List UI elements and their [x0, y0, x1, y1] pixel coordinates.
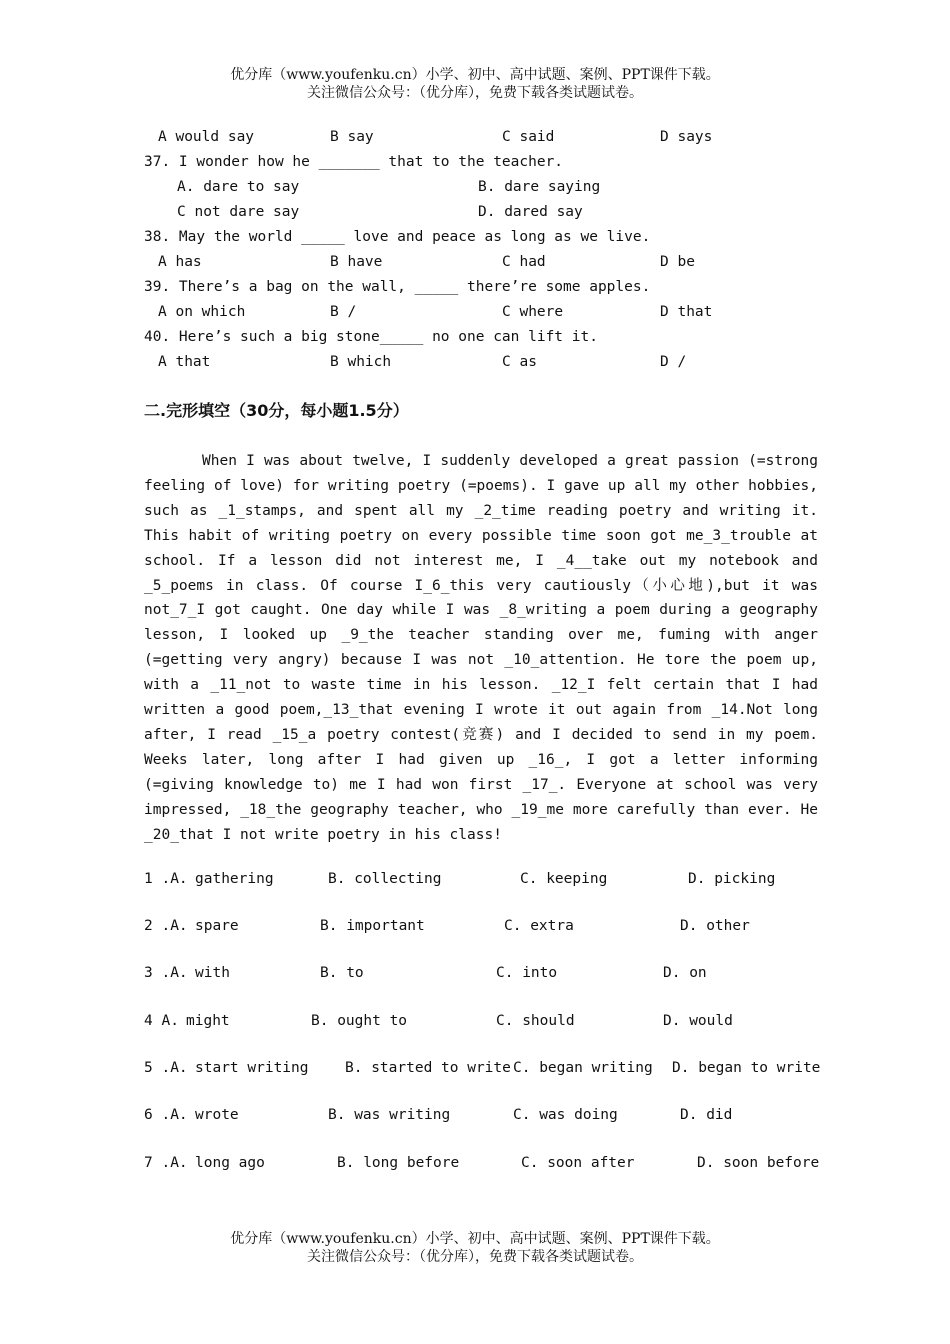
- cloze-q6-option-a: wrote: [195, 1107, 239, 1123]
- cloze-q3-option-d: D. on: [663, 965, 707, 981]
- cloze-q5-option-d: D. began to write: [672, 1060, 821, 1076]
- cloze-q2-option-d: D. other: [680, 918, 750, 934]
- cloze-q7-option-c: C. soon after: [521, 1155, 635, 1171]
- q38-stem: 38. May the world _____ love and peace as long as we live.: [144, 229, 651, 245]
- cloze-q7-option-d: D. soon before: [697, 1155, 820, 1171]
- q38-option-d: D be: [660, 254, 695, 270]
- cloze-q5-option-b: B. started to write: [345, 1060, 511, 1076]
- q38-option-a: A has: [158, 254, 202, 270]
- cloze-passage: When I was about twelve, I suddenly developed a great passion (=strong feeling of love) for writing poetry (=poems). I gave up all my other hobbies, such as _1_stamps, and spent all my _2_time reading poetry and writing it. This habit of writing poetry on every possible time soon got me_3_trouble at school. If a lesson did not interest me, I _4__take out my notebook and _5_poems in class. Of course I_6_this very cautiously（小心地),but it was not_7_I got caught. One day while I was _8_writing a poem during a geography lesson, I looked up _9_the teacher standing over me, fuming with anger (=getting very angry) because I was not _10_attention. He tore the poem up, with a _11_not to waste time in his lesson. _12_I felt certain that I had written a good poem,_13_that evening I wrote it out again from _14.Not long after, I read _15_a poetry contest(竞赛) and I decided to send in my poem. Weeks later, long after I had given up _16_, I got a letter informing (=giving knowledge to) me I had won first _17_. Everyone at school was very impressed, _18_the geography teacher, who _19_me more carefully than ever. He _20_that I not write poetry in his class!: [144, 453, 818, 843]
- q37-option-c: C not dare say: [177, 204, 300, 220]
- q40-option-a: A that: [158, 354, 211, 370]
- cloze-q1-option-b: B. collecting: [328, 871, 442, 887]
- cloze-q4-option-a: might: [186, 1013, 230, 1029]
- cloze-q6-option-b: B. was writing: [328, 1107, 451, 1123]
- cloze-q1-option-d: D. picking: [688, 871, 776, 887]
- q36-option-a: A would say: [158, 129, 255, 145]
- cloze-q5-option-a: start writing: [195, 1060, 309, 1076]
- q40-option-b: B which: [330, 354, 392, 370]
- footer-line-1: 优分库（www.youfenku.cn）小学、初中、高中试题、案例、PPT课件下载。: [230, 1231, 720, 1247]
- cloze-q4-option-c: C. should: [496, 1013, 575, 1029]
- cloze-q7-number: 7 .A.: [144, 1155, 188, 1171]
- cloze-q1-number: 1 .A.: [144, 871, 188, 887]
- cloze-q7-option-a: long ago: [195, 1155, 265, 1171]
- q40-option-c: C as: [502, 354, 537, 370]
- q39-option-a: A on which: [158, 304, 246, 320]
- cloze-q6-number: 6 .A.: [144, 1107, 188, 1123]
- cloze-q4-number: 4 A.: [144, 1013, 179, 1029]
- cloze-q7-option-b: B. long before: [337, 1155, 460, 1171]
- header-line-2: 关注微信公众号：（优分库），免费下载各类试题试卷。: [307, 85, 643, 101]
- cloze-q4-option-d: D. would: [663, 1013, 733, 1029]
- q37-option-d: D. dared say: [478, 204, 583, 220]
- cloze-q1-option-c: C. keeping: [520, 871, 608, 887]
- q39-option-c: C where: [502, 304, 564, 320]
- q38-option-b: B have: [330, 254, 383, 270]
- cloze-q3-option-a: with: [195, 965, 230, 981]
- cloze-q6-option-d: D. did: [680, 1107, 733, 1123]
- cloze-q2-option-a: spare: [195, 918, 239, 934]
- q38-option-c: C had: [502, 254, 546, 270]
- q37-stem: 37. I wonder how he _______ that to the teacher.: [144, 154, 564, 170]
- q36-option-c: C said: [502, 129, 555, 145]
- cloze-q1-option-a: gathering: [195, 871, 274, 887]
- q39-option-b: B /: [330, 304, 357, 320]
- section-title: 二.完形填空（30分，每小题1.5分）: [144, 401, 409, 420]
- q39-option-d: D that: [660, 304, 713, 320]
- cloze-q3-option-c: C. into: [496, 965, 558, 981]
- q40-stem: 40. Here’s such a big stone_____ no one can lift it.: [144, 329, 598, 345]
- q36-option-d: D says: [660, 129, 713, 145]
- cloze-q3-number: 3 .A.: [144, 965, 188, 981]
- footer-line-2: 关注微信公众号：（优分库），免费下载各类试题试卷。: [307, 1249, 643, 1265]
- page-footer: [0, 1230, 950, 1266]
- q39-stem: 39. There’s a bag on the wall, _____ there’re some apples.: [144, 279, 651, 295]
- cloze-q5-option-c: C. began writing: [513, 1060, 653, 1076]
- header-line-1: 优分库（www.youfenku.cn）小学、初中、高中试题、案例、PPT课件下载。: [230, 67, 720, 83]
- cloze-q5-number: 5 .A.: [144, 1060, 188, 1076]
- q36-option-b: B say: [330, 129, 374, 145]
- cloze-q2-option-b: B. important: [320, 918, 425, 934]
- q37-option-a: A. dare to say: [177, 179, 300, 195]
- q40-option-d: D /: [660, 354, 687, 370]
- cloze-q6-option-c: C. was doing: [513, 1107, 618, 1123]
- cloze-q2-option-c: C. extra: [504, 918, 574, 934]
- cloze-q4-option-b: B. ought to: [311, 1013, 408, 1029]
- cloze-q3-option-b: B. to: [320, 965, 364, 981]
- cloze-q2-number: 2 .A.: [144, 918, 188, 934]
- page-header: [0, 66, 950, 102]
- q37-option-b: B. dare saying: [478, 179, 601, 195]
